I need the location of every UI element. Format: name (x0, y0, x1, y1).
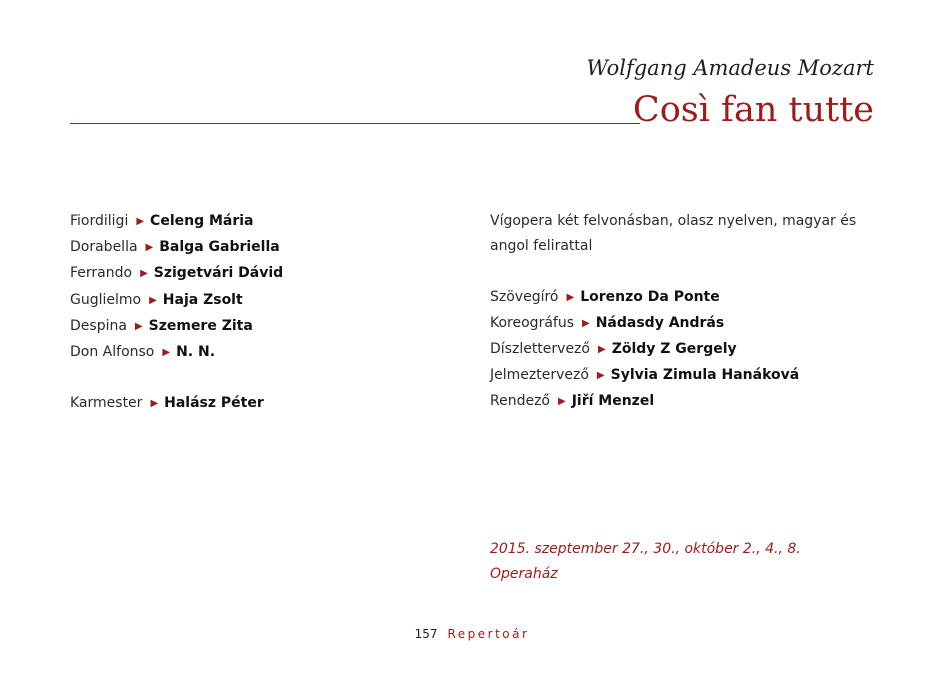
conductor-row (70, 391, 283, 417)
role-label: Dorabella (70, 239, 138, 256)
triangle-right-icon: ▶ (149, 294, 157, 306)
crew-row (490, 337, 880, 363)
title-rule (70, 123, 640, 124)
triangle-right-icon: ▶ (596, 370, 605, 382)
role-label: Rendező (490, 393, 550, 410)
triangle-right-icon: ▶ (162, 347, 171, 359)
performer-name: N. N. (176, 344, 216, 361)
crew-name: Lorenzo Da Ponte (580, 288, 720, 305)
performer-name: Balga Gabriella (159, 239, 280, 256)
cast-row (70, 288, 283, 314)
performance-info (490, 537, 801, 587)
spacer (70, 366, 283, 391)
crew-name: Jiří Menzel (571, 393, 655, 410)
triangle-right-icon: ▶ (558, 396, 566, 408)
performance-dates: 2015. szeptember 27., 30., október 2., 4., 8. (490, 541, 801, 557)
role-label: Szövegíró (490, 288, 559, 305)
performer-name: Celeng Mária (150, 213, 254, 229)
role-label: Karmester (70, 395, 143, 412)
cast-row (70, 314, 283, 340)
opera-description: Vígopera két felvonásban, olasz nyelven, magyar és angol felirattal (490, 213, 857, 255)
triangle-right-icon: ▶ (134, 320, 143, 332)
role-label: Ferrando (70, 265, 133, 282)
cast-list (70, 209, 283, 418)
crew-row (490, 285, 880, 311)
performer-name: Szigetvári Dávid (153, 265, 284, 282)
production-info (490, 209, 880, 416)
triangle-right-icon: ▶ (136, 216, 145, 227)
spacer (490, 259, 880, 284)
page-number: 157 (414, 627, 438, 641)
role-label: Koreográfus (490, 314, 574, 331)
crew-name: Nádasdy András (595, 314, 725, 331)
crew-row (490, 311, 880, 337)
cast-row (70, 261, 283, 287)
role-label: Díszlettervező (490, 341, 590, 357)
page-footer (0, 627, 944, 641)
triangle-right-icon: ▶ (597, 344, 606, 355)
cast-row (70, 209, 283, 235)
triangle-right-icon: ▶ (566, 291, 575, 303)
triangle-right-icon: ▶ (582, 317, 590, 329)
role-label: Guglielmo (70, 291, 142, 308)
performer-name: Haja Zsolt (162, 291, 243, 308)
role-label: Don Alfonso (70, 344, 155, 361)
conductor-name: Halász Péter (164, 395, 264, 412)
section-name: Repertoár (447, 627, 530, 641)
crew-row (490, 363, 880, 389)
role-label: Despina (70, 317, 127, 334)
page-title: Così fan tutte (632, 90, 874, 130)
performance-venue: Operaház (490, 566, 558, 583)
cast-row (70, 235, 283, 261)
role-label: Fiordiligi (70, 213, 129, 229)
crew-name: Zöldy Z Gergely (611, 341, 737, 357)
triangle-right-icon: ▶ (145, 242, 154, 254)
performer-name: Szemere Zita (148, 317, 253, 334)
triangle-right-icon: ▶ (150, 398, 159, 410)
crew-row (490, 389, 880, 415)
triangle-right-icon: ▶ (140, 268, 148, 280)
composer-name: Wolfgang Amadeus Mozart (586, 56, 874, 80)
crew-name: Sylvia Zimula Hanáková (610, 367, 800, 384)
role-label: Jelmeztervező (490, 367, 589, 384)
cast-row (70, 340, 283, 366)
